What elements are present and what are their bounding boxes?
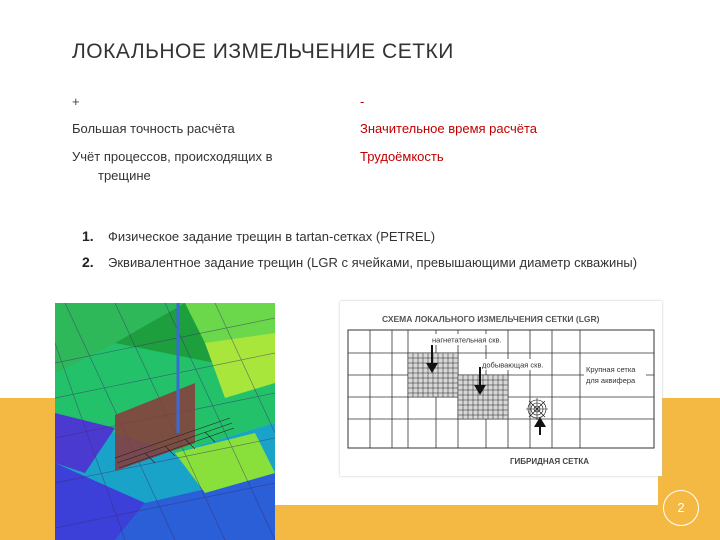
numbered-list: [82, 227, 662, 279]
label-coarse-line1: Крупная сетка: [586, 365, 636, 374]
plus-item-processes-line1: Учёт процессов, происходящих в: [72, 149, 273, 164]
minus-item-time: Значительное время расчёта: [360, 121, 538, 136]
label-injector: нагнетательная скв.: [432, 335, 502, 345]
slide-title: ЛОКАЛЬНОЕ ИЗМЕЛЬЧЕНИЕ СЕТКИ: [72, 40, 454, 63]
list-number: 1.: [82, 228, 94, 244]
orange-decor-bottom: [240, 505, 660, 540]
minus-header: -: [360, 94, 365, 109]
plus-item-processes: [72, 147, 322, 185]
list-number: 2.: [82, 254, 94, 270]
schema-title: СХЕМА ЛОКАЛЬНОГО ИЗМЕЛЬЧЕНИЯ СЕТКИ (LGR): [382, 314, 600, 324]
lgr-schema-image: [340, 301, 662, 476]
list-text: Эквивалентное задание трещин (LGR с ячейками, превышающими диаметр скважины): [108, 255, 638, 270]
plus-item-processes-line2: трещине: [98, 168, 151, 183]
minus-item-labor: Трудоёмкость: [360, 149, 444, 164]
lgr-schema-svg: [340, 301, 662, 476]
plus-item-accuracy: Большая точность расчёта: [72, 121, 235, 136]
page-number: 2: [663, 490, 699, 526]
list-item: [82, 227, 662, 246]
list-item: [82, 253, 662, 272]
list-text: Физическое задание трещин в tartan-сетках (PETREL): [108, 229, 436, 244]
label-producer: добывающая скв.: [482, 360, 544, 370]
tartan-grid-3d-image: [55, 303, 275, 540]
orange-decor-left: [0, 398, 58, 540]
label-coarse-line2: для аквифера: [586, 376, 636, 385]
plus-header: +: [72, 94, 80, 109]
label-hybrid: ГИБРИДНАЯ СЕТКА: [510, 457, 590, 466]
